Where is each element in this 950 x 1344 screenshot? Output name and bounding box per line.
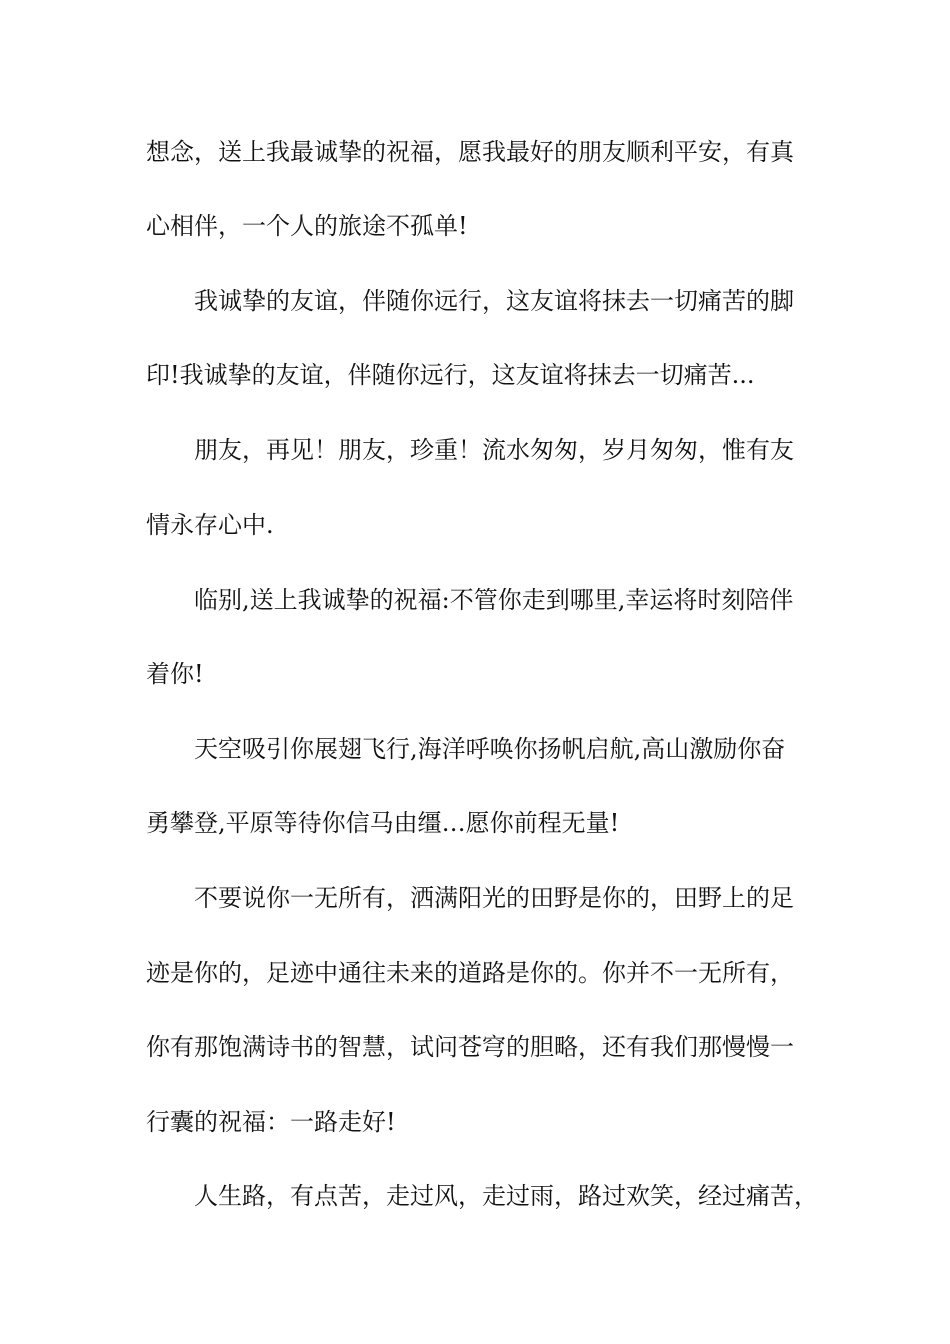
- text-line: 天空吸引你展翅飞行,海洋呼唤你扬帆启航,高山激励你奋: [194, 735, 786, 763]
- text-line: 人生路，有点苦，走过风，走过雨，路过欢笑，经过痛苦，: [194, 1182, 818, 1210]
- text-line: 不要说你一无所有，洒满阳光的田野是你的，田野上的足: [194, 884, 794, 912]
- text-line: 着你!: [146, 660, 204, 688]
- text-line: 临别,送上我诚挚的祝福:不管你走到哪里,幸运将时刻陪伴: [194, 586, 794, 614]
- text-line: 朋友，再见！朋友，珍重！流水匆匆，岁月匆匆，惟有友: [194, 436, 794, 464]
- text-line: 勇攀登,平原等待你信马由缰…愿你前程无量!: [146, 809, 620, 837]
- text-line: 迹是你的，足迹中通往未来的道路是你的。你并不一无所有，: [146, 959, 794, 987]
- text-line: 我诚挚的友谊，伴随你远行，这友谊将抹去一切痛苦的脚: [194, 287, 794, 315]
- text-line: 印!我诚挚的友谊，伴随你远行，这友谊将抹去一切痛苦...: [146, 361, 755, 389]
- text-line: 你有那饱满诗书的智慧，试问苍穹的胆略，还有我们那慢慢一: [146, 1033, 794, 1061]
- text-line: 行囊的祝福：一路走好!: [146, 1108, 396, 1136]
- text-line: 心相伴，一个人的旅途不孤单!: [146, 212, 468, 240]
- text-line: 情永存心中.: [146, 511, 274, 539]
- text-line: 想念，送上我最诚挚的祝福，愿我最好的朋友顺利平安，有真: [146, 138, 794, 166]
